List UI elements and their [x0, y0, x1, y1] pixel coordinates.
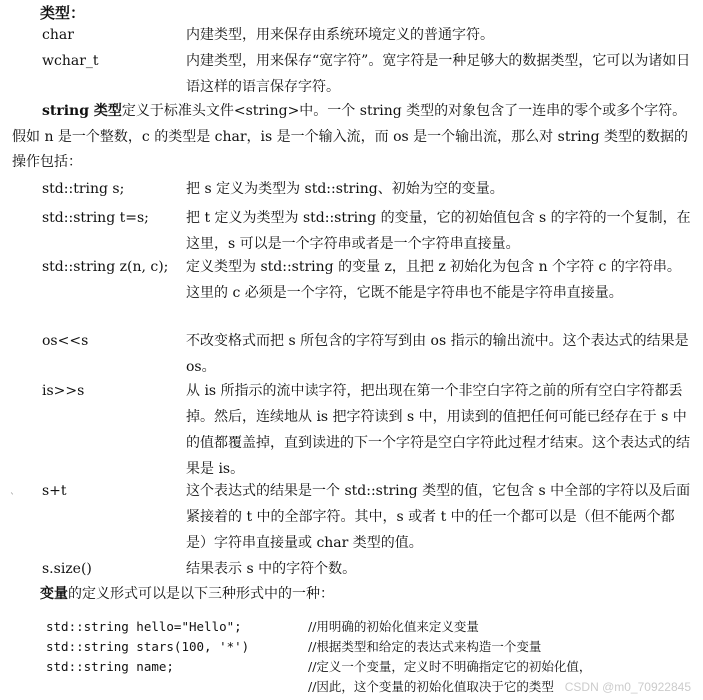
- variable-term: 变量: [40, 586, 68, 602]
- operation-term: s.size(): [42, 561, 92, 577]
- operation-desc: 不改变格式而把 s 所包含的字符写到由 os 指示的输出流中。这个表达式的结果是 os。: [186, 333, 689, 375]
- watermark: CSDN @m0_70922845: [564, 680, 691, 694]
- operation-desc: 这个表达式的结果是一个 std::string 类型的值，它包含 s 中全部的字符以及后面紧接着的 t 中的全部字符。其中，s 或者 t 中的任一个都可以是（但不能两个都是）字符串直接量或 char 类型的值。: [186, 483, 691, 551]
- variable-intro-text: 的定义形式可以是以下三种形式中的一种：: [68, 586, 334, 602]
- code-text: std::string hello="Hello";: [46, 619, 242, 634]
- string-intro-paragraph: [12, 99, 697, 176]
- code-comment: //根据类型和给定的表达式来构造一个变量: [308, 639, 542, 654]
- code-line: [46, 657, 696, 677]
- operation-desc: 把 t 定义为类型为 std::string 的变量，它的初始值包含 s 的字符的一个复制，在这里，s 可以是一个字符串或者是一个字符串直接量。: [186, 210, 691, 252]
- type-term: wchar_t: [42, 53, 99, 69]
- operation-desc: 从 is 所指示的流中读字符，把出现在第一个非空白字符之前的所有空白字符都丢掉。然后，连续地从 is 把字符读到 s 中，用读到的值把任何可能已经存在于 s 中的值都覆盖掉，直到读进的下一个字符是空白字符此过程才结束。这个表达式的结果是 is。: [186, 383, 690, 477]
- string-type-term: string 类型: [42, 103, 122, 119]
- variable-intro-paragraph: [40, 583, 690, 605]
- code-comment: //因此，这个变量的初始化值取决于它的类型: [308, 679, 554, 694]
- types-heading: 类型：: [40, 4, 86, 22]
- type-desc: 内建类型，用来保存由系统环境定义的普通字符。: [186, 27, 494, 43]
- stray-mark: `: [10, 493, 15, 504]
- code-line: [46, 637, 696, 657]
- code-text: std::string name;: [46, 659, 174, 674]
- code-line: [46, 617, 696, 637]
- operation-term: std::string t=s;: [42, 210, 149, 226]
- type-desc: 内建类型，用来保存“宽字符”。宽字符是一种足够大的数据类型，它可以为诸如日语这样的语言保存字符。: [186, 53, 691, 95]
- code-comment: //用明确的初始化值来定义变量: [308, 619, 479, 634]
- operation-term: std::string z(n, c);: [42, 259, 169, 275]
- operation-term: is>>s: [42, 383, 85, 399]
- operation-term: os<<s: [42, 333, 89, 349]
- operation-term: std::tring s;: [42, 181, 125, 197]
- operation-desc: 结果表示 s 中的字符个数。: [186, 561, 357, 577]
- code-comment: //定义一个变量，定义时不明确指定它的初始化值，: [308, 659, 592, 674]
- operation-desc: 定义类型为 std::string 的变量 z，且把 z 初始化为包含 n 个字符 c 的字符串。这里的 c 必须是一个字符，它既不能是字符串也不能是字符串直接量。: [186, 259, 681, 301]
- operation-term: s+t: [42, 483, 67, 499]
- type-term: char: [42, 27, 74, 43]
- code-text: std::string stars(100, '*'): [46, 639, 250, 654]
- operation-desc: 把 s 定义为类型为 std::string、初始为空的变量。: [186, 181, 504, 197]
- string-intro-text: 定义于标准头文件<string>中。一个 string 类型的对象包含了一连串的零个或多个字符。假如 n 是一个整数，c 的类型是 char，is 是一个输入流，而 os 是一个输出流，那么对 string 类型的数据的操作包括：: [12, 103, 689, 170]
